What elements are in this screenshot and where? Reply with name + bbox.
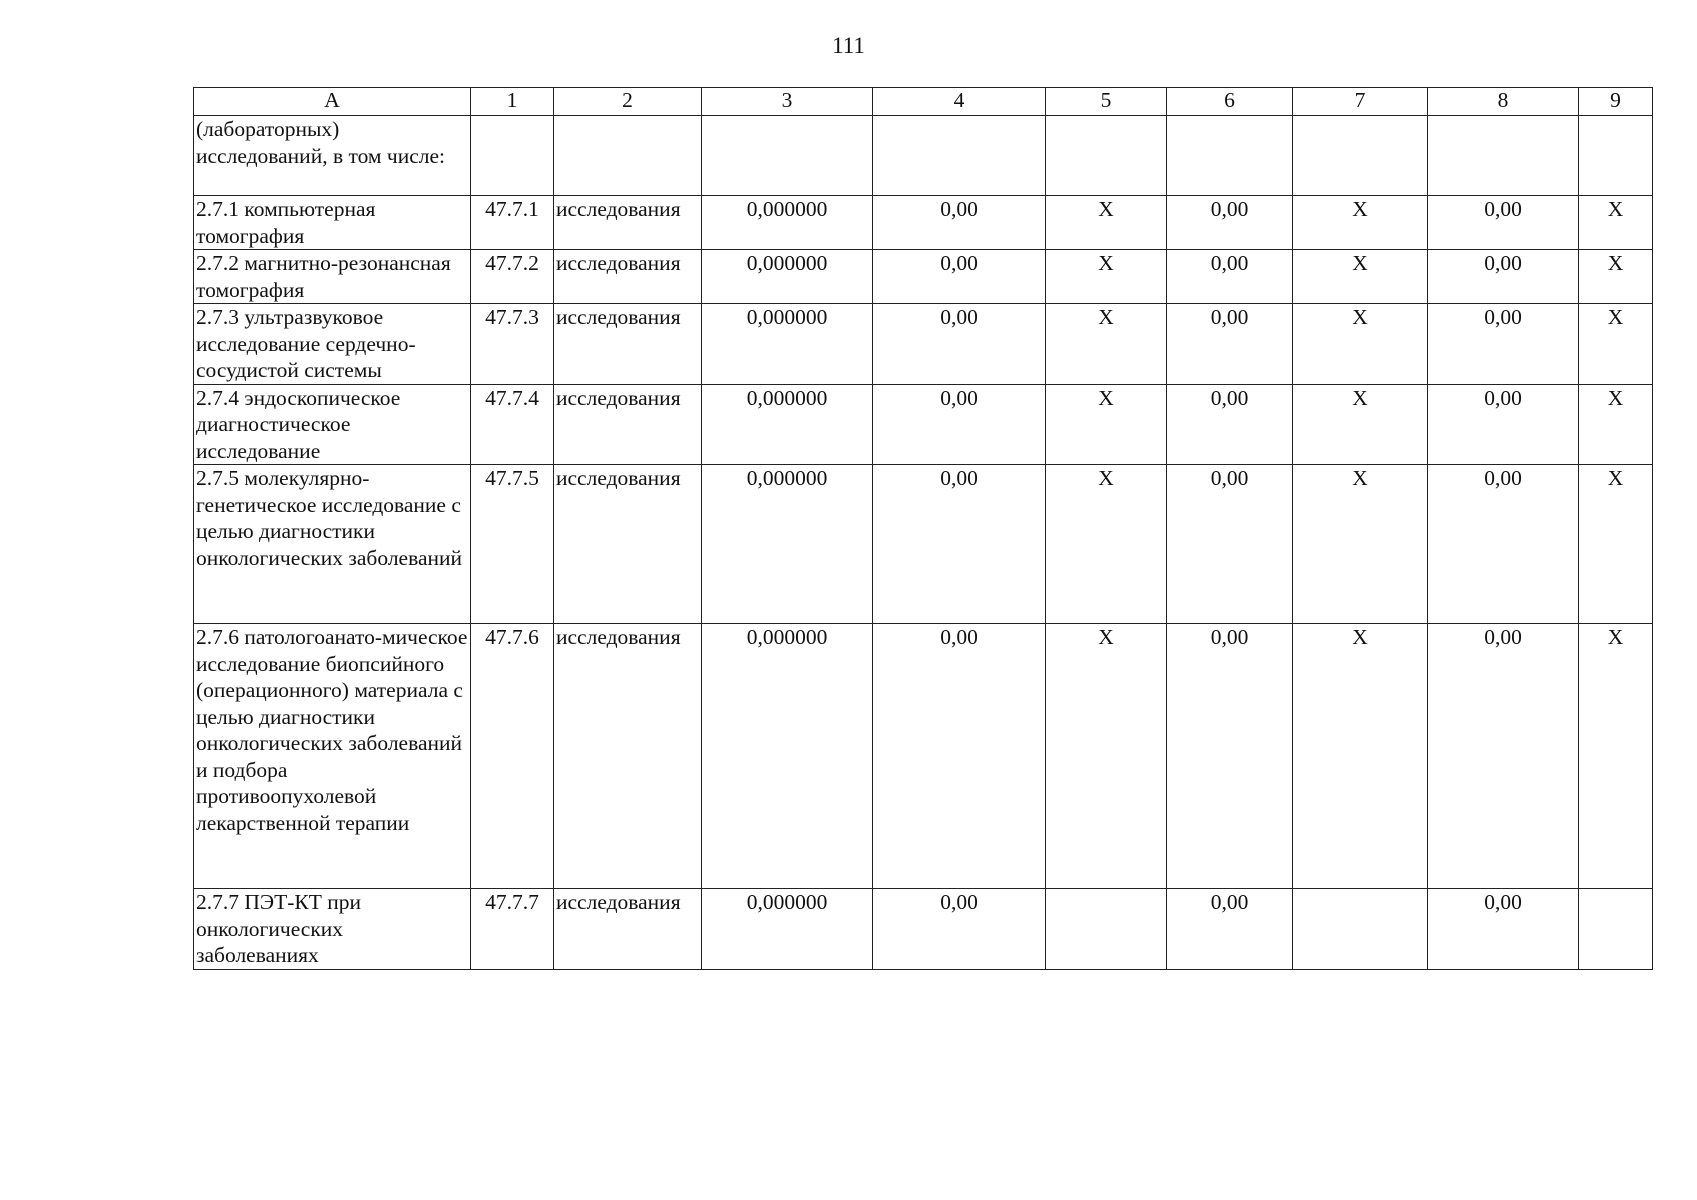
table-row xyxy=(194,304,1653,385)
row-unit-cell: исследования xyxy=(554,384,702,465)
row-unit-cell: исследования xyxy=(554,196,702,250)
row-name-cell: 2.7.4 эндоскопическое диагностическое исследование xyxy=(194,384,471,465)
row-col9-cell: X xyxy=(1579,250,1653,304)
empty-cell xyxy=(1293,116,1428,196)
row-col5-cell xyxy=(1046,889,1167,970)
row-unit-cell: исследования xyxy=(554,250,702,304)
table-header xyxy=(194,88,1653,116)
row-col3-cell: 0,000000 xyxy=(702,465,873,624)
row-col4-cell: 0,00 xyxy=(873,196,1046,250)
header-cell-a: А xyxy=(194,88,471,116)
row-col9-cell: X xyxy=(1579,384,1653,465)
row-col3-cell: 0,000000 xyxy=(702,196,873,250)
table-row xyxy=(194,196,1653,250)
row-name-cell: 2.7.7 ПЭТ-КТ при онкологических заболеваниях xyxy=(194,889,471,970)
row-col7-cell: X xyxy=(1293,465,1428,624)
empty-cell xyxy=(1428,116,1579,196)
row-col8-cell: 0,00 xyxy=(1428,196,1579,250)
header-cell-3: 3 xyxy=(702,88,873,116)
row-col4-cell: 0,00 xyxy=(873,304,1046,385)
row-name-cell: 2.7.1 компьютерная томография xyxy=(194,196,471,250)
header-cell-5: 5 xyxy=(1046,88,1167,116)
row-col4-cell: 0,00 xyxy=(873,465,1046,624)
empty-cell xyxy=(702,116,873,196)
header-cell-4: 4 xyxy=(873,88,1046,116)
row-col8-cell: 0,00 xyxy=(1428,384,1579,465)
row-col5-cell: X xyxy=(1046,384,1167,465)
page-number: 111 xyxy=(832,33,865,58)
row-code-cell: 47.7.7 xyxy=(471,889,554,970)
row-col7-cell: X xyxy=(1293,624,1428,889)
header-cell-9: 9 xyxy=(1579,88,1653,116)
row-col7-cell xyxy=(1293,889,1428,970)
row-col7-cell: X xyxy=(1293,250,1428,304)
row-name-cell: 2.7.6 патологоанато-мическое исследование биопсийного (операционного) материала с целью диагностики онкологических заболеваний и подбора противоопухолевой лекарственной терапии xyxy=(194,624,471,889)
row-code-cell: 47.7.5 xyxy=(471,465,554,624)
row-unit-cell: исследования xyxy=(554,624,702,889)
row-col8-cell: 0,00 xyxy=(1428,465,1579,624)
row-col8-cell: 0,00 xyxy=(1428,304,1579,385)
header-row xyxy=(194,88,1653,116)
empty-cell xyxy=(1167,116,1293,196)
table-row xyxy=(194,624,1653,889)
row-col4-cell: 0,00 xyxy=(873,384,1046,465)
row-col6-cell: 0,00 xyxy=(1167,196,1293,250)
row-col6-cell: 0,00 xyxy=(1167,889,1293,970)
row-col9-cell: X xyxy=(1579,624,1653,889)
row-col7-cell: X xyxy=(1293,304,1428,385)
row-col4-cell: 0,00 xyxy=(873,889,1046,970)
row-col6-cell: 0,00 xyxy=(1167,250,1293,304)
row-code-cell: 47.7.3 xyxy=(471,304,554,385)
empty-cell xyxy=(1579,116,1653,196)
table-row xyxy=(194,465,1653,624)
row-code-cell: 47.7.4 xyxy=(471,384,554,465)
row-col5-cell: X xyxy=(1046,250,1167,304)
row-col5-cell: X xyxy=(1046,304,1167,385)
row-col9-cell: X xyxy=(1579,196,1653,250)
header-cell-6: 6 xyxy=(1167,88,1293,116)
table-row xyxy=(194,889,1653,970)
row-code-cell: 47.7.2 xyxy=(471,250,554,304)
header-cell-8: 8 xyxy=(1428,88,1579,116)
row-unit-cell: исследования xyxy=(554,465,702,624)
row-col6-cell: 0,00 xyxy=(1167,624,1293,889)
row-col3-cell: 0,000000 xyxy=(702,384,873,465)
row-col3-cell: 0,000000 xyxy=(702,624,873,889)
empty-cell xyxy=(471,116,554,196)
empty-cell xyxy=(554,116,702,196)
empty-cell xyxy=(1046,116,1167,196)
row-col3-cell: 0,000000 xyxy=(702,250,873,304)
row-code-cell: 47.7.6 xyxy=(471,624,554,889)
row-col7-cell: X xyxy=(1293,196,1428,250)
row-col5-cell: X xyxy=(1046,624,1167,889)
empty-cell xyxy=(873,116,1046,196)
data-table xyxy=(193,87,1653,970)
row-col8-cell: 0,00 xyxy=(1428,250,1579,304)
row-col6-cell: 0,00 xyxy=(1167,384,1293,465)
row-code-cell: 47.7.1 xyxy=(471,196,554,250)
table-row xyxy=(194,250,1653,304)
table-row-intro xyxy=(194,116,1653,196)
header-cell-7: 7 xyxy=(1293,88,1428,116)
intro-text-cell: (лабораторных) исследований, в том числе: xyxy=(194,116,471,196)
row-col9-cell xyxy=(1579,889,1653,970)
row-col3-cell: 0,000000 xyxy=(702,889,873,970)
row-col5-cell: X xyxy=(1046,465,1167,624)
row-name-cell: 2.7.2 магнитно-резонансная томография xyxy=(194,250,471,304)
table-row xyxy=(194,384,1653,465)
row-col9-cell: X xyxy=(1579,304,1653,385)
row-col9-cell: X xyxy=(1579,465,1653,624)
row-col4-cell: 0,00 xyxy=(873,250,1046,304)
row-col8-cell: 0,00 xyxy=(1428,889,1579,970)
row-col8-cell: 0,00 xyxy=(1428,624,1579,889)
row-unit-cell: исследования xyxy=(554,304,702,385)
row-name-cell: 2.7.5 молекулярно-генетическое исследование с целью диагностики онкологических заболеваний xyxy=(194,465,471,624)
row-col6-cell: 0,00 xyxy=(1167,465,1293,624)
row-col3-cell: 0,000000 xyxy=(702,304,873,385)
row-col4-cell: 0,00 xyxy=(873,624,1046,889)
row-unit-cell: исследования xyxy=(554,889,702,970)
row-col5-cell: X xyxy=(1046,196,1167,250)
header-cell-2: 2 xyxy=(554,88,702,116)
row-name-cell: 2.7.3 ультразвуковое исследование сердечно-сосудистой системы xyxy=(194,304,471,385)
row-col6-cell: 0,00 xyxy=(1167,304,1293,385)
row-col7-cell: X xyxy=(1293,384,1428,465)
header-cell-1: 1 xyxy=(471,88,554,116)
